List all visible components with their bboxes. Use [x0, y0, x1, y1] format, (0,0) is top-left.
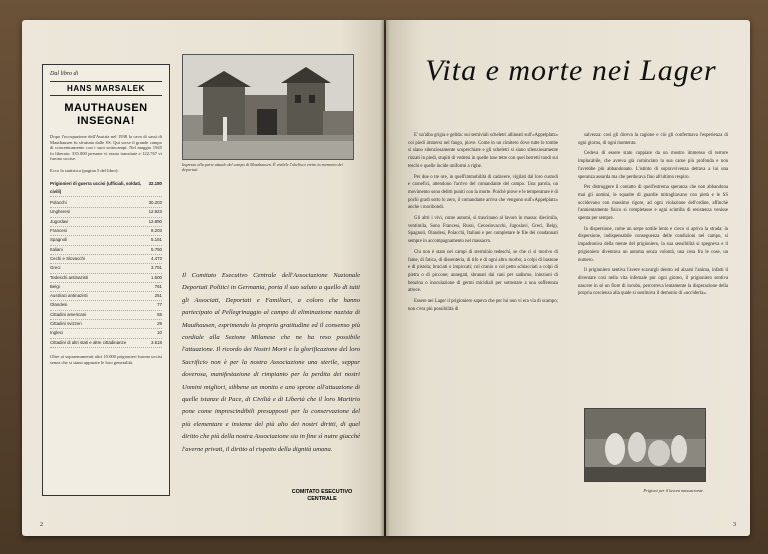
victims-table-header-label: Prigionieri di guerra uccisi (ufficiali, soldati, civili) — [50, 180, 142, 194]
book-excerpt-box — [42, 64, 170, 496]
victims-row-label: Cittadini americani — [50, 311, 87, 317]
victims-row-label: Greci — [50, 265, 61, 271]
victims-table-row — [50, 329, 162, 338]
article-paragraph: In dispersione, come un serpe sottile lento e cieco si apriva la strada: la dispersione, indispensabile conseguenza delle condizioni nel campo, si impadroniva della mente del prigioniero, la sua sensibilità si spegneva e il prigioniero diventava un automa senza volontà, una cosa fra le cose, un numero. — [578, 226, 728, 263]
committee-statement: Il Comitato Esecutivo Centrale dell'Associazione Nazionale Deportati Politici in Germania, porta il suo saluto a quello di tutti gli Associati, Deportati e Familiari, a coloro che hanno partecipato al Pellegrinaggio al campo di eliminazione nazista di Mauthausen, esprimendo la propria gratitudine ed il consenso più cordiale alla Sezione Milanese che ne ha reso possibile l'attuazione. Il ricordo dei Nostri Morti e la glorificazione del loro Sacrificio non è per la nostra Associazione una sterile, seppur doverosa, manifestazione di rimpianto per la perdita dei nostri Uomini migliori, sibbene un monito e uno sprone all'attuazione di quelle istanze di Pace, di Civiltà e di Libertà che il loro Martirio pone come imprescindibili presupposti per la conservazione del più elementare e insieme del più alto dei nostri diritti, di quel diritto che più della nostra Associazione sia in fine sì nutre giacché l'averne privati, il diritto al rispetto della dignità umana. — [182, 272, 360, 453]
victims-row-label: Cittadini svizzeri — [50, 321, 82, 327]
committee-signature: COMITATO ESECUTIVO CENTRALE — [291, 489, 353, 502]
spine-shadow — [380, 20, 390, 536]
book-title: MAUTHAUSEN INSEGNA! — [64, 102, 148, 127]
victims-table-header-value: 32.180 — [148, 180, 162, 186]
book-author: HANS MARSALEK — [50, 81, 162, 96]
victims-row-value: 12.923 — [148, 209, 162, 215]
prisoners-photo-caption: Prigioni per il lavoro massacrante. — [643, 488, 704, 493]
victims-row-value: 30.203 — [148, 200, 162, 206]
victims-row-label: Polacchi — [50, 200, 67, 206]
victims-table-row — [50, 246, 162, 255]
book-from-label: Dal libro di — [50, 71, 79, 77]
victims-row-label: Italiani — [50, 246, 63, 252]
victims-row-value: 10 — [157, 330, 162, 336]
victims-row-label: Jugoslavi — [50, 218, 69, 224]
article-paragraph: salvezza: così gli diceva la ragione e ciò gli confermava l'esperienza di ogni giorno, di ogni momento. — [578, 133, 728, 146]
prisoners-photo — [584, 408, 706, 482]
victims-row-value: 5.161 — [151, 237, 162, 243]
victims-row-label: Cittadini di altri stati e altre cittadinanze — [50, 339, 127, 345]
victims-table-header — [50, 180, 162, 198]
victims-row-label: Tedeschi antinazisti — [50, 274, 89, 280]
victims-table-row — [50, 301, 162, 310]
victims-row-value: 29 — [157, 321, 162, 327]
victims-row-label: Inglesi — [50, 330, 63, 336]
victims-table-row — [50, 283, 162, 292]
victims-row-value: 761 — [154, 283, 162, 289]
victims-row-value: 251 — [154, 293, 162, 299]
left-page — [22, 20, 384, 536]
victims-table-row — [50, 264, 162, 273]
victims-row-value: 12.890 — [148, 218, 162, 224]
victims-table-row — [50, 199, 162, 208]
victims-row-label: Belgi — [50, 283, 60, 289]
photo-caption: Ingresso alla parte attuale del campo di Mauthausen. È visibile l'obelisco eretto in memoria dei deportati. — [182, 162, 343, 172]
right-page-number: 3 — [733, 522, 736, 528]
victims-table-row — [50, 274, 162, 283]
mauthausen-gate-photo — [182, 54, 354, 160]
victims-row-value: 4.473 — [151, 255, 162, 261]
article-paragraph: Per due o tre ore, in quell'immobilità di cadavere, vigilati dal loro custodi e carnefici, attendono l'arrivo del comandante del campo. Una parola, un movimento sono delitti puniti con la morte. Poichè piove e le temperature è di pochi gradi sotto lo zero, il comandante arriva che vengono sull'«Appelplatz» anche i moribondi. — [408, 174, 558, 211]
victims-table-row — [50, 236, 162, 245]
victims-table-row — [50, 227, 162, 236]
article-paragraph: Gli altri i vivi, come automi, si trascinano al lavoro in massa: diecimila, ventimila, Sono Francesi, Russi, Cecoslovacchi, Jugoslavi, Greci, Belgi, Spagnoli, Olandesi, Polacchi, Italiani e per completare le file dei condannati sempre in accompagnamento nel massacro. — [408, 216, 558, 245]
article-paragraph: E' un'alba grigia e gelida: sui semiviali scheletri allineati sull'«Appelplatz» coi piedi immersi nel fango, piove. Come in un cimitero dove tutte le tombe si siano silenziosamente scoperchiate e gli scheletri si siano silenziosamente rizzati in piedi, stupiti di vedersi in quelle lose tetre con quei berretti tondi sui teschi e quelle lucide uniformi a righe. — [408, 133, 558, 169]
article-paragraph: Per distruggere il contatto di quell'estrema speranza che non abbandona mai gli uomini, le squadre di guardie mitragliavano con pietà e le SS uccidevano con massimo rigore, ad ogni violazione dell'ordine, affinchè l'annientamento fisico si completasse e ogni scintilla di resistenza venisse spenta per sempre. — [578, 185, 728, 222]
victims-table-row — [50, 292, 162, 301]
victims-row-label: Francesi — [50, 228, 67, 234]
victims-row-label: Ungheresi — [50, 209, 71, 215]
left-page-number: 2 — [40, 522, 43, 528]
article-column-1 — [408, 132, 558, 316]
victims-table-row — [50, 208, 162, 217]
victims-table-row — [50, 339, 162, 348]
article-paragraph: Il prigioniero sentiva l'avere scavargli dentro ed alzarsi l'anima, infatti il diventare così nella vita infernale pur ogni giorno, il prigioniero sentiva nascere in sé un fiore di incubo, percorreva lentamente la disperazione della propria coscienza alla quale si sostituiva il demonio di «ucciderla». — [578, 268, 728, 297]
victims-row-label: Olandesi — [50, 302, 68, 308]
victims-table-row — [50, 311, 162, 320]
victims-row-value: 3.791 — [151, 265, 162, 271]
victims-row-label: Spagnoli — [50, 237, 68, 243]
book-note: Ecco la statistica (pagina 5 del libro): — [50, 167, 119, 173]
victims-row-value: 1.500 — [151, 274, 162, 280]
article-column-2 — [578, 132, 728, 400]
victims-row-value: 8.203 — [151, 228, 162, 234]
article-paragraph: Cedeva di essere stato coppiare da un mostro immenso di terrore implacabile, che avreva già cominciato la sua carne più profonda e non l'avrebbe più abbandonato. L'istinto di sopravvivenza dettava a lui una speranza assurda ma che perdurava fino all'ultimo respiro. — [578, 151, 728, 180]
article-headline: Vita e morte nei Lager — [425, 54, 717, 87]
book-footer: Oltre ai sopraenumerati altri 10.000 prigionieri furono uccisi senza che si siano appurate le loro generalità. — [50, 353, 162, 365]
book-intro: Dopo l'occupazione dell'Austria nel 1938 la cava di sassi di Mauthausen fu sfruttata dalle SS. Qui sorse il grande campo di concentramento con i suoi sottocampi. Nel maggio 1945 fu liberato: 335.000 persone vi erano transitate e 122.767 vi furono uccise. — [50, 134, 162, 162]
victims-row-value: 77 — [157, 302, 162, 308]
victims-table-row — [50, 320, 162, 329]
right-page — [386, 20, 750, 536]
article-paragraph: Chi non è stato nei campi di sterminio tedeschi, se che ci si morivo di fame, di fatica, di dissenteria, di tifo e di ogni altro morbo; a colpi di bastone e di pistola; bruciati o impiccati; col cranio o col petto schiacciati a colpi di pietra o di piccone; annegati, sbranati dai cani per sadismo, iniezioni di benzina o inoculazione di germi micidiali per sottostare a una sofferenza atroce. — [408, 249, 558, 294]
victims-table-row — [50, 255, 162, 264]
victims-table — [50, 180, 162, 348]
victims-row-label: Austriaci antinazisti — [50, 293, 88, 299]
victims-row-value: 55 — [157, 311, 162, 317]
victims-row-value: 3.518 — [151, 339, 162, 345]
victims-row-label: Cechi e Slovacchi — [50, 255, 85, 261]
article-paragraph: Essere nei Lager il prigioniero sapeva che per lui non vi era via di scampo; non c'era più possibilità di — [408, 299, 558, 312]
victims-row-value: 5.750 — [151, 246, 162, 252]
victims-table-row — [50, 218, 162, 227]
magazine-spread — [22, 20, 750, 536]
